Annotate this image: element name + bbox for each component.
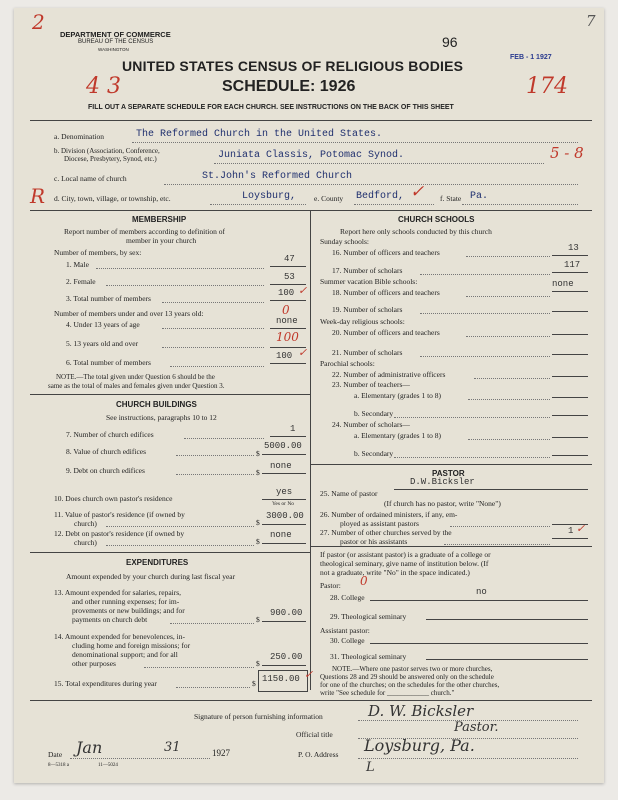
q27-leader (444, 544, 550, 545)
membership-heading: MEMBERSHIP (132, 215, 187, 224)
q23b-leader (394, 417, 550, 418)
q13-label-4: payments on church debt (72, 615, 148, 624)
graduate-divider (310, 546, 592, 547)
q14-dollar: $ (256, 659, 260, 668)
county-number-mark: 4 3 (86, 74, 121, 99)
division-label-1: b. Division (Association, Conference, (54, 147, 160, 155)
sunday-schools: Sunday schools: (320, 237, 369, 246)
form-code-1: 8—5318 a (48, 763, 69, 768)
schools-intro: Report here only schools conducted by this church (340, 227, 492, 236)
official-title-label: Official title (296, 730, 333, 739)
signature-value: D. W. Bicksler (368, 702, 474, 720)
serial-number-mark: 174 (526, 74, 568, 99)
q26-label-2: ployed as assistant pastors (340, 519, 419, 528)
q27-value: 1 (568, 526, 574, 536)
expenditures-heading: EXPENDITURES (126, 558, 189, 567)
q12-label-2: church) (74, 538, 97, 547)
q8-dollar: $ (256, 449, 260, 458)
q3-value: 100 (278, 288, 295, 298)
q26-leader (450, 526, 550, 527)
q11-label-1: 11. Value of pastor's residence (if owned by (54, 510, 185, 519)
q9-dollar: $ (256, 468, 260, 477)
q1-answer-line (270, 266, 306, 267)
q2-leader (106, 285, 264, 286)
q14-label-3: denominational support; and for all (72, 650, 178, 659)
q22-label: 22. Number of administrative officers (332, 370, 446, 379)
q9-answer-line (262, 473, 306, 474)
q19-answer-line (552, 311, 588, 312)
pastor-note-4: write "See schedule for ____________ church." (320, 689, 455, 697)
q23a-answer-line (552, 397, 588, 398)
header-divider (30, 120, 592, 121)
signature-divider (30, 700, 592, 701)
q8-label: 8. Value of church edifices (66, 447, 147, 456)
q1-value: 47 (284, 254, 295, 264)
q7-leader (184, 438, 264, 439)
q20-label: 20. Number of officers and teachers (332, 328, 440, 337)
q15-check: ✓ (304, 668, 314, 681)
top-right-mark: 7 (586, 12, 596, 30)
q8-leader (176, 455, 254, 456)
q6-check: ✓ (298, 346, 308, 359)
date-year: 1927 (212, 748, 230, 758)
summer-schools: Summer vacation Bible schools: (320, 277, 418, 286)
q1-leader (96, 268, 264, 269)
q4-answer-line (270, 328, 306, 329)
q28-label: 28. College (330, 593, 365, 602)
top-left-mark: 2 (32, 10, 45, 34)
q14-answer-line (262, 665, 306, 666)
q3-label: 3. Total number of members (66, 294, 151, 303)
q18-leader (466, 296, 550, 297)
q15-value: 1150.00 (262, 674, 300, 684)
q15-dollar: $ (252, 679, 256, 688)
q14-leader (144, 667, 254, 668)
q16-answer-line (552, 255, 588, 256)
q23-label: 23. Number of teachers— (332, 380, 410, 389)
q21-leader (420, 356, 550, 357)
q15-leader (176, 687, 250, 688)
assistant-label: Assistant pastor: (320, 626, 370, 635)
membership-intro-1: Report number of members according to definition of (64, 227, 225, 236)
q20-answer-line (552, 334, 588, 335)
age-intro: Number of members under and over 13 years old: (54, 309, 204, 318)
q3-leader (162, 302, 264, 303)
pastor-divider (310, 464, 592, 465)
pastor-note-3: for one of the churches; on the schedules for the other churches, (320, 681, 500, 689)
expenditures-intro: Amount expended by your church during last fiscal year (66, 572, 236, 581)
city-label: d. City, town, village, or township, etc. (54, 194, 171, 203)
department-name: DEPARTMENT OF COMMERCE (60, 30, 171, 39)
q31-label: 31. Theological seminary (330, 652, 407, 661)
date-day: 31 (164, 740, 181, 755)
q13-label-3: provements or new buildings; and for (72, 606, 185, 615)
form-instruction: FILL OUT A SEPARATE SCHEDULE FOR EACH CHURCH. SEE INSTRUCTIONS ON THE BACK OF THIS SHEET (88, 104, 454, 111)
q27-check: ✓ (576, 522, 586, 535)
q4-leader (162, 328, 264, 329)
q29-answer-line (426, 619, 588, 620)
q23b-label: b. Secondary (354, 409, 394, 418)
q9-leader (176, 474, 254, 475)
form-title: UNITED STATES CENSUS OF RELIGIOUS BODIES (122, 58, 464, 74)
q12-label-1: 12. Debt on pastor's residence (if owned by (54, 529, 185, 538)
q27-label-2: pastor or his assistants (340, 537, 408, 546)
q5-leader (162, 347, 264, 348)
q18-label: 18. Number of officers and teachers (332, 288, 440, 297)
q24b-leader (394, 457, 550, 458)
membership-note-2: same as the total of males and females given under Question 3. (48, 382, 225, 390)
q30-label: 30. College (330, 636, 365, 645)
q29-label: 29. Theological seminary (330, 612, 407, 621)
q17-leader (420, 274, 550, 275)
q2-value: 53 (284, 272, 295, 282)
q12-answer-line (262, 543, 306, 544)
q13-label-2: and other running expenses; for im- (72, 597, 180, 606)
q3-answer-line (270, 300, 306, 301)
denomination-value: The Reformed Church in the United States. (136, 129, 383, 140)
q24a-label: a. Elementary (grades 1 to 8) (354, 431, 442, 440)
q27-label-1: 27. Number of other churches served by the (320, 528, 452, 537)
q7-answer-line (270, 436, 306, 437)
q9-label: 9. Debt on church edifices (66, 466, 145, 475)
q6-answer-line (270, 363, 306, 364)
county-label: e. County (314, 194, 344, 203)
bottom-mark: L (366, 760, 375, 775)
received-date-stamp: FEB - 1 1927 (510, 54, 552, 61)
county-check-mark: ✓ (410, 182, 425, 202)
q12-leader (106, 545, 254, 546)
county-value: Bedford, (356, 191, 405, 202)
q13-dollar: $ (256, 615, 260, 624)
q27-answer-line (552, 538, 588, 539)
q8-answer-line (262, 454, 306, 455)
local-name-label: c. Local name of church (54, 174, 127, 183)
buildings-divider (30, 394, 310, 395)
q28-answer-line (370, 600, 588, 601)
yes-no-hint: Yes or No (272, 501, 295, 507)
local-name-line (164, 184, 578, 185)
form-subtitle: SCHEDULE: 1926 (222, 78, 356, 95)
q30-answer-line (370, 643, 588, 644)
date-label: Date (48, 750, 63, 759)
buildings-heading: CHURCH BUILDINGS (116, 400, 197, 409)
pastor-label: Pastor: (320, 581, 341, 590)
division-value: Juniata Classis, Potomac Synod. (218, 150, 405, 161)
q11-leader (106, 526, 254, 527)
schools-heading: CHURCH SCHOOLS (398, 215, 475, 224)
q6-value: 100 (276, 351, 293, 361)
denomination-line (132, 142, 578, 143)
q5-label: 5. 13 years old and over (66, 339, 139, 348)
q9-value: none (270, 461, 292, 471)
q4-value: none (276, 316, 298, 326)
date-line (70, 758, 210, 759)
q24b-label: b. Secondary (354, 449, 394, 458)
q21-label: 21. Number of scholars (332, 348, 403, 357)
q10-value: yes (276, 487, 293, 497)
stamp-number: 96 (442, 34, 458, 50)
q18-value: none (552, 279, 574, 289)
members-by-sex: Number of members, by sex: (54, 248, 142, 257)
q17-label: 17. Number of scholars (332, 266, 403, 275)
address-value: Loysburg, Pa. (364, 736, 475, 755)
date-month: Jan (76, 738, 103, 757)
local-name-value: St.John's Reformed Church (202, 171, 353, 182)
q14-value: 250.00 (270, 652, 303, 662)
q23a-label: a. Elementary (grades 1 to 8) (354, 391, 442, 400)
q13-answer-line (262, 621, 306, 622)
city-name: WASHINGTON (98, 47, 129, 52)
graduate-note-2: theological seminary, give name of institution below. (If (320, 559, 489, 568)
address-line (358, 758, 578, 759)
q11-label-2: church) (74, 519, 97, 528)
q13-leader (170, 623, 254, 624)
official-title-value: Pastor. (454, 720, 499, 735)
q11-answer-line (262, 524, 306, 525)
membership-intro-2: member in your church (126, 236, 197, 245)
pastor-mark: 0 (360, 574, 368, 588)
division-line (214, 163, 544, 164)
left-margin-mark: R (30, 184, 46, 208)
q6-leader (170, 366, 264, 367)
q14-label-1: 14. Amount expended for benevolences, in- (54, 632, 186, 641)
q11-dollar: $ (256, 518, 260, 527)
q25-hint: (If church has no pastor, write "None") (384, 499, 501, 508)
graduate-note-1: If pastor (or assistant pastor) is a graduate of a college or (320, 550, 491, 559)
q24a-answer-line (552, 437, 588, 438)
address-label: P. O. Address (298, 750, 339, 759)
city-value: Loysburg, (242, 191, 297, 202)
q16-label: 16. Number of officers and teachers (332, 248, 440, 257)
q19-leader (420, 313, 550, 314)
q3-check: ✓ (298, 284, 308, 297)
q7-label: 7. Number of church edifices (66, 430, 154, 439)
state-value: Pa. (470, 191, 489, 202)
city-line (210, 204, 306, 205)
q14-label-2: cluding home and foreign missions; for (72, 641, 191, 650)
column-divider (310, 210, 311, 690)
graduate-note-3: not a graduate, write "No" in the space indicated.) (320, 568, 470, 577)
q31-answer-line (426, 659, 588, 660)
q25-label: 25. Name of pastor (320, 489, 378, 498)
state-line (462, 204, 578, 205)
signature-label: Signature of person furnishing information (194, 712, 323, 721)
state-label: f. State (440, 194, 462, 203)
q1-label: 1. Male (66, 260, 89, 269)
q23a-leader (468, 399, 550, 400)
q10-answer-line (262, 499, 306, 500)
expenditures-divider (30, 552, 310, 553)
county-line (354, 204, 434, 205)
pastor-name-value: D.W.Bicksler (410, 477, 475, 487)
q21-answer-line (552, 354, 588, 355)
q13-label-1: 13. Amount expended for salaries, repairs, (54, 588, 182, 597)
q24-label: 24. Number of scholars— (332, 420, 410, 429)
q12-dollar: $ (256, 537, 260, 546)
q26-label-1: 26. Number of ordained ministers, if any, em- (320, 510, 458, 519)
q14-label-4: other purposes (72, 659, 116, 668)
q20-leader (466, 336, 550, 337)
q24a-leader (468, 439, 550, 440)
q15-label: 15. Total expenditures during year (54, 679, 157, 688)
q10-label: 10. Does church own pastor's residence (54, 494, 173, 503)
q7-value: 1 (290, 424, 296, 434)
pastor-note-2: Questions 28 and 29 should be answered only on the schedule (320, 673, 494, 681)
q4-mark: 0 (282, 303, 290, 317)
q19-label: 19. Number of scholars (332, 305, 403, 314)
bureau-name: BUREAU OF THE CENSUS (78, 39, 154, 45)
q2-label: 2. Female (66, 277, 96, 286)
q24b-answer-line (552, 455, 588, 456)
q17-value: 117 (564, 260, 581, 270)
pastor-note-1: NOTE.—Where one pastor serves two or more churches, (332, 665, 493, 673)
membership-note-1: NOTE.—The total given under Question 6 should be the (56, 373, 215, 381)
q23b-answer-line (552, 415, 588, 416)
q17-answer-line (552, 272, 588, 273)
q12-value: none (270, 530, 292, 540)
weekday-schools: Week-day religious schools: (320, 317, 405, 326)
parochial-schools: Parochial schools: (320, 359, 375, 368)
q4-label: 4. Under 13 years of age (66, 320, 140, 329)
identity-divider (30, 210, 592, 211)
q11-value: 3000.00 (266, 511, 304, 521)
form-code-2: 11—5024 (98, 763, 118, 768)
q5-value: 100 (276, 330, 299, 344)
q16-value: 13 (568, 243, 579, 253)
q16-leader (466, 256, 550, 257)
q22-leader (474, 378, 550, 379)
pastor-heading: PASTOR (432, 469, 465, 478)
q22-answer-line (552, 376, 588, 377)
q13-value: 900.00 (270, 608, 303, 618)
division-mark: 5 - 8 (550, 144, 584, 162)
denomination-label: a. Denomination (54, 132, 104, 141)
q28-value: no (476, 587, 487, 597)
census-schedule-page (14, 8, 604, 783)
q25-answer-line (394, 489, 588, 490)
q18-answer-line (552, 291, 588, 292)
q8-value: 5000.00 (264, 441, 302, 451)
buildings-intro: See instructions, paragraphs 10 to 12 (106, 413, 217, 422)
q6-label: 6. Total number of members (66, 358, 151, 367)
division-label-2: Diocese, Presbytery, Synod, etc.) (64, 155, 157, 163)
